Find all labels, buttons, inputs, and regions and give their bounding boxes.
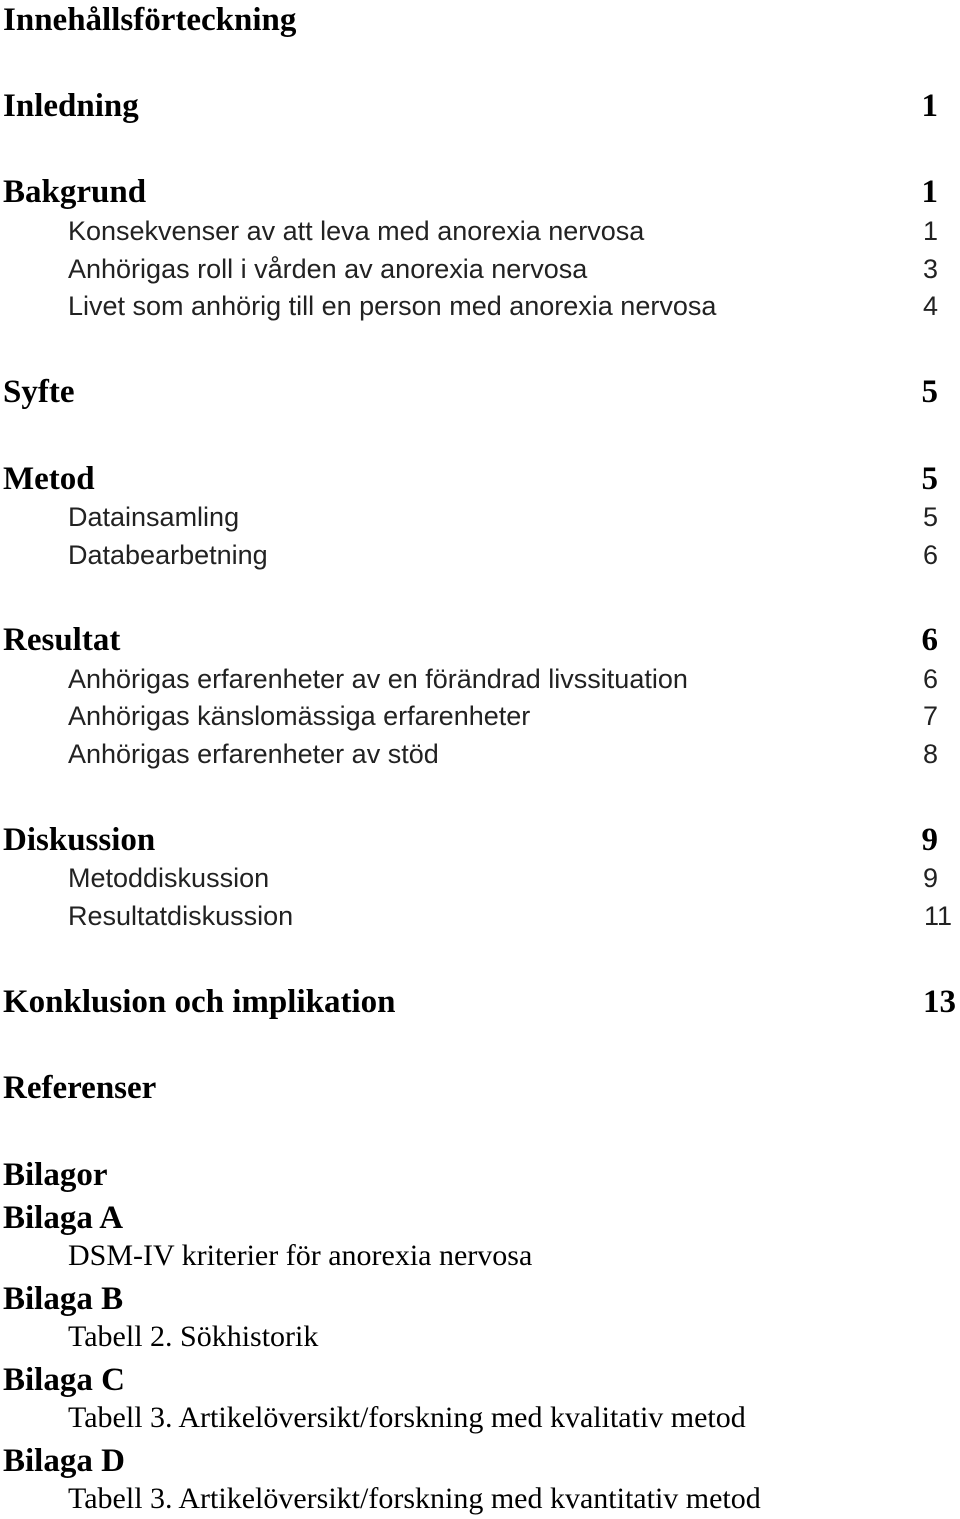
toc-entry-bilaga-d[interactable] bbox=[0, 1441, 960, 1481]
toc-entry-resultat[interactable] bbox=[0, 620, 960, 660]
toc-entry-bilaga-c[interactable] bbox=[0, 1360, 960, 1400]
toc-subentry-label: Livet som anhörig till en person med anorexia nervosa bbox=[68, 291, 717, 321]
toc-subentry-label: Tabell 2. Sökhistorik bbox=[68, 1320, 319, 1353]
toc-subentry-label: Resultatdiskussion bbox=[68, 901, 294, 931]
toc-entry-label: Bakgrund bbox=[3, 174, 147, 210]
toc-subentry-label: Anhörigas erfarenheter av stöd bbox=[68, 739, 439, 769]
page-title: Innehållsförteckning bbox=[3, 2, 297, 38]
toc-subentry-page: 3 bbox=[922, 254, 938, 284]
toc-entry-metod[interactable] bbox=[0, 459, 960, 499]
toc-subentry-forandrad-livssituation[interactable] bbox=[0, 662, 960, 696]
toc-subentry-label: Anhörigas känslomässiga erfarenheter bbox=[68, 701, 531, 731]
toc-subentry-dsm-iv[interactable] bbox=[0, 1238, 960, 1274]
toc-entry-label: Bilagor bbox=[3, 1157, 108, 1193]
toc-subentry-konsekvenser[interactable] bbox=[0, 214, 960, 248]
toc-entry-diskussion[interactable] bbox=[0, 820, 960, 860]
toc-subentry-stod[interactable] bbox=[0, 737, 960, 771]
toc-entry-label: Metod bbox=[3, 461, 95, 497]
toc-entry-inledning[interactable] bbox=[0, 86, 960, 126]
toc-entry-label: Bilaga D bbox=[3, 1443, 125, 1479]
toc-entry-label: Konklusion och implikation bbox=[3, 984, 396, 1020]
toc-subentry-label: Tabell 3. Artikelöversikt/forskning med kvantitativ metod bbox=[68, 1482, 761, 1515]
toc-entry-page: 9 bbox=[921, 822, 938, 858]
toc-entry-bilaga-b[interactable] bbox=[0, 1279, 960, 1319]
toc-entry-konklusion[interactable] bbox=[0, 982, 960, 1022]
toc-subentry-kvalitativ[interactable] bbox=[0, 1400, 960, 1436]
toc-entry-bilagor[interactable] bbox=[0, 1155, 960, 1195]
toc-entry-referenser[interactable] bbox=[0, 1068, 960, 1108]
toc-subentry-datainsamling[interactable] bbox=[0, 500, 960, 534]
toc-subentry-page: 8 bbox=[922, 739, 938, 769]
toc-entry-bilaga-a[interactable] bbox=[0, 1198, 960, 1238]
toc-entry-page: 1 bbox=[921, 174, 938, 210]
toc-subentry-page: 9 bbox=[922, 863, 938, 893]
toc-subentry-page: 4 bbox=[922, 291, 938, 321]
toc-subentry-label: Databearbetning bbox=[68, 540, 268, 570]
toc-subentry-label: Anhörigas erfarenheter av en förändrad livssituation bbox=[68, 664, 688, 694]
toc-subentry-livet-som-anhorig[interactable] bbox=[0, 289, 960, 323]
toc-subentry-anhorigas-roll[interactable] bbox=[0, 252, 960, 286]
toc-subentry-kanslomassiga[interactable] bbox=[0, 699, 960, 733]
toc-subentry-page: 5 bbox=[922, 502, 938, 532]
toc-subentry-kvantitativ[interactable] bbox=[0, 1481, 960, 1517]
toc-entry-bakgrund[interactable] bbox=[0, 172, 960, 212]
toc-subentry-page: 1 bbox=[922, 216, 938, 246]
toc-subentry-label: Anhörigas roll i vården av anorexia nervosa bbox=[68, 254, 588, 284]
toc-entry-page: 6 bbox=[921, 622, 938, 658]
toc-entry-label: Bilaga A bbox=[3, 1200, 124, 1236]
toc-entry-label: Diskussion bbox=[3, 822, 156, 858]
toc-entry-page: 5 bbox=[921, 374, 938, 410]
toc-subentry-label: Metoddiskussion bbox=[68, 863, 270, 893]
toc-entry-label: Resultat bbox=[3, 622, 121, 658]
toc-subentry-label: Tabell 3. Artikelöversikt/forskning med kvalitativ metod bbox=[68, 1401, 746, 1434]
toc-entry-syfte[interactable] bbox=[0, 372, 960, 412]
toc-subentry-page: 11 bbox=[923, 901, 952, 931]
toc-entry-label: Referenser bbox=[3, 1070, 157, 1106]
toc-entry-page: 1 bbox=[921, 88, 938, 124]
toc-entry-label: Bilaga C bbox=[3, 1362, 125, 1398]
toc-subentry-label: Konsekvenser av att leva med anorexia nervosa bbox=[68, 216, 645, 246]
toc-subentry-label: Datainsamling bbox=[68, 502, 240, 532]
toc-entry-page: 13 bbox=[923, 984, 956, 1020]
toc-subentry-page: 6 bbox=[922, 540, 938, 570]
toc-entry-label: Syfte bbox=[3, 374, 75, 410]
toc-subentry-sokhistorik[interactable] bbox=[0, 1319, 960, 1355]
toc-subentry-resultatdiskussion[interactable] bbox=[0, 899, 960, 933]
toc-subentry-page: 7 bbox=[922, 701, 938, 731]
toc-subentry-metoddiskussion[interactable] bbox=[0, 861, 960, 895]
toc-entry-label: Bilaga B bbox=[3, 1281, 124, 1317]
toc-subentry-databearbetning[interactable] bbox=[0, 538, 960, 572]
toc-subentry-label: DSM-IV kriterier för anorexia nervosa bbox=[68, 1239, 533, 1272]
toc-subentry-page: 6 bbox=[922, 664, 938, 694]
toc-entry-label: Inledning bbox=[3, 88, 139, 124]
toc-entry-page: 5 bbox=[921, 461, 938, 497]
